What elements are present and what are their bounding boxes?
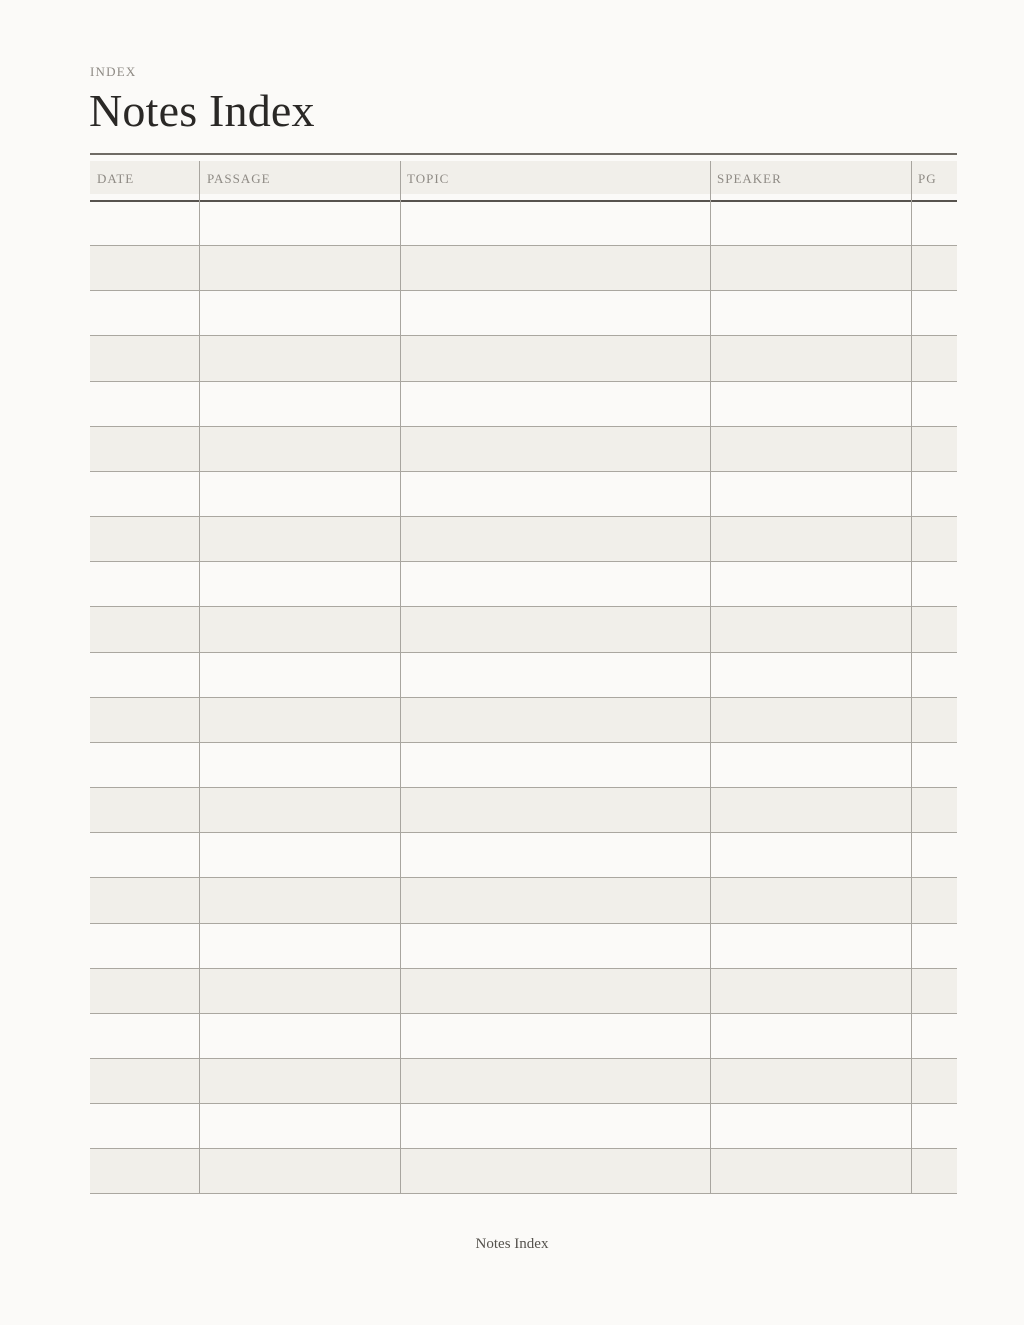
table-row bbox=[90, 291, 957, 336]
table-header bbox=[90, 161, 957, 194]
table-row bbox=[90, 1149, 957, 1194]
table-row bbox=[90, 517, 957, 562]
table-row bbox=[90, 336, 957, 381]
table-row bbox=[90, 382, 957, 427]
table-row bbox=[90, 1104, 957, 1149]
column-divider-2 bbox=[400, 161, 401, 1194]
page-eyebrow: INDEX bbox=[90, 64, 137, 79]
column-header-topic: TOPIC bbox=[407, 171, 450, 186]
page-footer: Notes Index bbox=[475, 1236, 549, 1252]
top-divider bbox=[90, 153, 957, 155]
column-header-date: DATE bbox=[97, 171, 135, 186]
table-row bbox=[90, 562, 957, 607]
column-divider-3 bbox=[710, 161, 711, 1194]
table-row bbox=[90, 246, 957, 291]
table-row bbox=[90, 1014, 957, 1059]
table-row bbox=[90, 698, 957, 743]
column-header-speaker: SPEAKER bbox=[717, 171, 782, 186]
table-row bbox=[90, 833, 957, 878]
table-row bbox=[90, 201, 957, 246]
table-row bbox=[90, 788, 957, 833]
table-row bbox=[90, 1059, 957, 1104]
column-header-passage: PASSAGE bbox=[207, 171, 271, 186]
table-row bbox=[90, 924, 957, 969]
column-divider-1 bbox=[199, 161, 200, 1194]
table-body bbox=[90, 201, 957, 1194]
table-row bbox=[90, 653, 957, 698]
table-row bbox=[90, 427, 957, 472]
column-header-pg: PG bbox=[918, 171, 937, 186]
column-divider-4 bbox=[911, 161, 912, 1194]
table-row bbox=[90, 969, 957, 1014]
table-row bbox=[90, 878, 957, 923]
table-row bbox=[90, 607, 957, 652]
table-row bbox=[90, 472, 957, 517]
table-row bbox=[90, 743, 957, 788]
page-title: Notes Index bbox=[89, 85, 315, 136]
